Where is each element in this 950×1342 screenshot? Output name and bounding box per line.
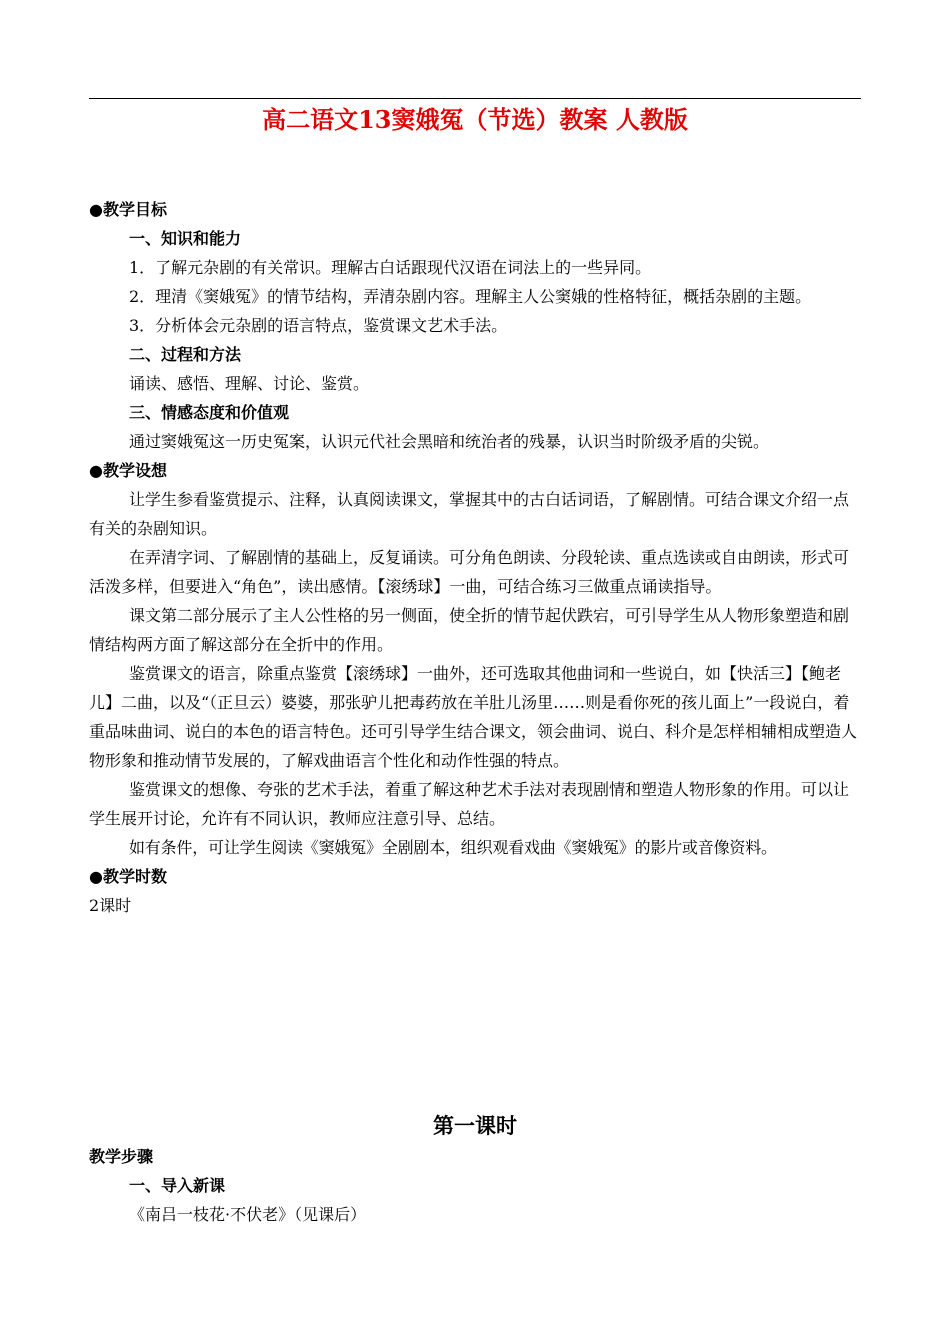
subsection-process-heading: 二、过程和方法 <box>129 345 242 364</box>
design-paragraph-6: 如有条件，可让学生阅读《窦娥冤》全剧剧本，组织观看戏曲《窦娥冤》的影片或音像资料。 <box>129 838 777 857</box>
step-1-text: 《南吕一枝花·不伏老》（见课后） <box>129 1205 367 1224</box>
goal-item-2: 2．理清《窦娥冤》的情节结构，弄清杂剧内容。理解主人公窦娥的性格特征，概括杂剧的主题。 <box>129 287 812 306</box>
header-rule <box>89 98 861 99</box>
subsection-knowledge-heading: 一、知识和能力 <box>129 229 242 248</box>
document-title: 高二语文13窦娥冤（节选）教案 人教版 <box>262 105 688 134</box>
bullet-icon: ● <box>89 461 103 480</box>
goal-item-1: 1．了解元杂剧的有关常识。理解古白话跟现代汉语在词法上的一些异同。 <box>129 258 652 277</box>
steps-heading: 教学步骤 <box>89 1147 154 1166</box>
design-paragraph-5: 鉴赏课文的想像、夸张的艺术手法，着重了解这种艺术手法对表现剧情和塑造人物形象的作用。可以让学生展开讨论，允许有不同认识，教师应注意引导、总结。 <box>89 780 850 828</box>
section-heading-text: 教学设想 <box>102 461 167 480</box>
lesson-1-title: 第一课时 <box>433 1113 517 1138</box>
step-1-heading: 一、导入新课 <box>129 1176 226 1195</box>
process-text: 诵读、感悟、理解、讨论、鉴赏。 <box>129 374 370 393</box>
goal-item-3: 3．分析体会元杂剧的语言特点，鉴赏课文艺术手法。 <box>129 316 508 335</box>
values-text: 通过窦娥冤这一历史冤案，认识元代社会黑暗和统治者的残暴，认识当时阶级矛盾的尖锐。 <box>129 432 770 451</box>
teaching-hours-value: 2课时 <box>89 896 132 915</box>
subsection-values-heading: 三、情感态度和价值观 <box>129 403 290 422</box>
section-teaching-goals-heading <box>89 195 861 224</box>
design-paragraph-3: 课文第二部分展示了主人公性格的另一侧面，使全折的情节起伏跌宕，可引导学生从人物形象塑造和剧情结构两方面了解这部分在全折中的作用。 <box>89 606 850 654</box>
bullet-icon: ● <box>89 200 103 219</box>
section-heading-text: 教学时数 <box>102 867 167 886</box>
document-body <box>89 195 861 920</box>
bullet-icon: ● <box>89 867 103 886</box>
section-heading-text: 教学目标 <box>102 200 167 219</box>
lesson-1-block <box>89 1110 861 1229</box>
design-paragraph-4: 鉴赏课文的语言，除重点鉴赏【滚绣球】一曲外，还可选取其他曲词和一些说白，如【快活三】【鲍老儿】二曲，以及“（正旦云）婆婆，那张驴儿把毒药放在羊肚儿汤里……则是看你死的孩儿面上”一段说白，着重品味曲词、说白的本色的语言特色。还可引导学生结合课文，领会曲词、说白、科介是怎样相辅相成塑造人物形象和推动情节发展的，了解戏曲语言个性化和动作性强的特点。 <box>89 664 858 770</box>
design-paragraph-2: 在弄清字词、了解剧情的基础上，反复诵读。可分角色朗读、分段轮读、重点选读或自由朗读，形式可活泼多样，但要进入“角色”，读出感情。【滚绣球】一曲，可结合练习三做重点诵读指导。 <box>89 548 850 596</box>
design-paragraph-1: 让学生参看鉴赏提示、注释，认真阅读课文，掌握其中的古白话词语，了解剧情。可结合课文介绍一点有关的杂剧知识。 <box>89 490 850 538</box>
section-teaching-hours-heading <box>89 862 861 891</box>
section-teaching-design-heading <box>89 456 861 485</box>
